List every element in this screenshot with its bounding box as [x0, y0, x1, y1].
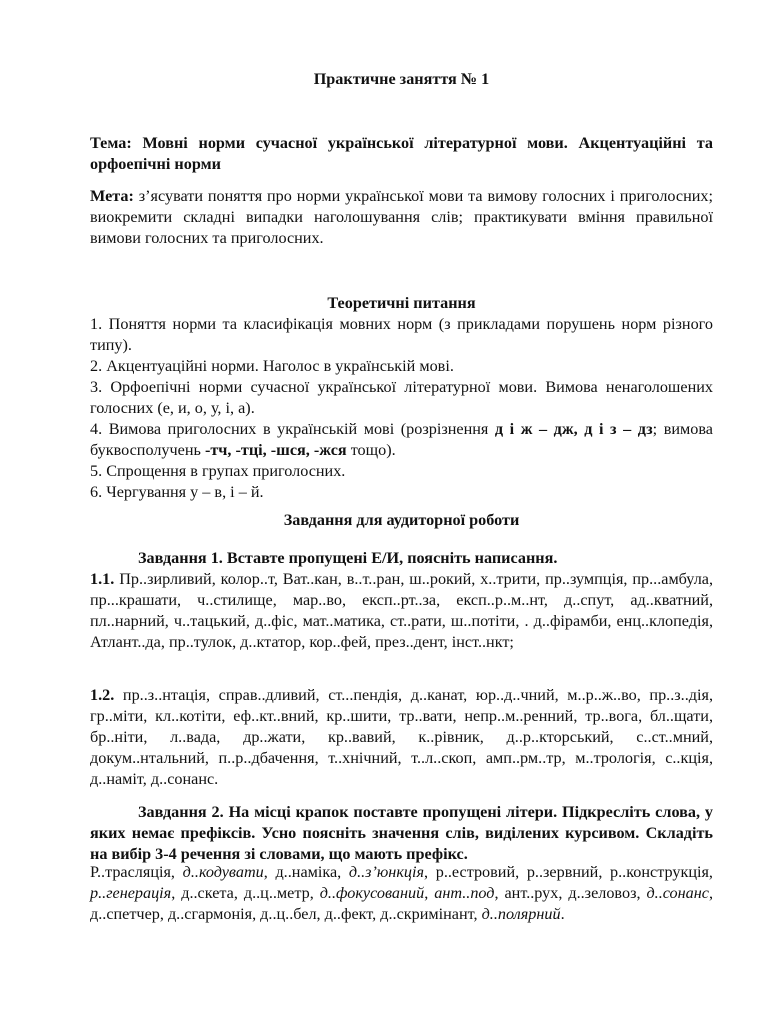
exercise-1-1-label: 1.1.: [90, 570, 115, 588]
theory-item-4-part: 4. Вимова приголосних в українській мові (розрізнення: [90, 420, 495, 438]
task2-title: Завдання 2. На місці крапок поставте пропущені літери. Підкресліть слова, у яких немає префіксів. Усно поясніть значення слів, виділених курсивом. Складіть на вибір 3-4 речення зі словами, що мають префікс.: [90, 803, 713, 863]
word: ,: [424, 884, 435, 902]
auditory-heading: Завдання для аудиторної роботи: [283, 511, 520, 529]
theory-list: [90, 314, 713, 503]
exercise-1-2: [90, 685, 713, 790]
goal-paragraph: [90, 186, 713, 249]
theory-item-3: 3. Орфоепічні норми сучасної української літературної мови. Вимова ненаголошених голосних (е, и, о, у, і, а).: [90, 378, 713, 417]
word: , ант..рух, д..зеловоз,: [494, 884, 647, 902]
word: , д..наміка,: [263, 863, 349, 881]
word-italic: д..полярний: [481, 905, 561, 923]
exercise-1-2-text: пр..з..нтація, справ..дливий, ст...пендія, д..канат, юр..д..чний, м..р..ж..во, пр..з..дія, гр..міти, кл..котіти, еф..кт..вний, кр..шити, тр..вати, непр..м..ренний, тр..вога, бл..щати, бр..ніти, л..вада, др..жати, кр..вавий, к..рівник, д..р..кторський, с..ст..мний, докум..нтальний, п..р..дбачення, т..хнічний, т..л..скоп, амп..рм..тр, м..трологія, с..кція, д..наміт, д..сонанс.: [90, 686, 713, 788]
task2-words: [90, 862, 713, 925]
theory-item-4: [90, 419, 713, 461]
page-title: Практичне заняття № 1: [313, 70, 490, 88]
word-italic: д..з’юнкція: [348, 863, 425, 881]
word-italic: д..фокусований: [319, 884, 425, 902]
task1-title: Завдання 1. Вставте пропущені Е/И, поясніть написання.: [138, 549, 558, 567]
goal-label: Мета:: [90, 187, 134, 205]
theory-item-1: 1. Поняття норми та класифікація мовних норм (з прикладами порушень норм різного типу).: [90, 315, 713, 354]
theory-item-5: 5. Спрощення в групах приголосних.: [90, 462, 346, 480]
exercise-1-1-text: Пр..зирливий, колор..т, Ват..кан, в..т..ран, ш..рокий, х..трити, пр..зумпція, пр...амбула, пр...крашати, ч..стилище, мар..во, експ..рт..за, експ..р..м..нт, д..спут, ад..кватний, пл..нарний, ч..тацький, д..фіс, мат..матика, ст..рати, ш..потіти, . д..фірамби, енц..клопедія, Атлант..да, пр..тулок, д..ктатор, кор..фей, през..дент, інст..нкт;: [90, 570, 713, 651]
theory-item-4-part: тощо).: [346, 441, 396, 459]
word-italic: д..кодувати: [182, 863, 264, 881]
word: , р..естровий, р..зервний, р..конструкція,: [424, 863, 713, 881]
word: , д..спетчер, д..сгармонія, д..ц..бел, д..фект, д..скримінант,: [90, 884, 713, 923]
topic-text: Мовні норми сучасної української літературної мови. Акцентуаційні та орфоепічні норми: [90, 134, 713, 173]
theory-item-2: 2. Акцентуаційні норми. Наголос в українській мові.: [90, 357, 454, 375]
theory-item-6: 6. Чергування у – в, і – й.: [90, 483, 264, 501]
goal-text: з’ясувати поняття про норми української мови та вимову голосних і приголосних; виокремити складні випадки наголошування слів; практикувати вміння правильної вимови голосних та приголосних.: [90, 187, 713, 247]
word: Р..трасляція,: [90, 863, 183, 881]
exercise-1-1: [90, 569, 713, 653]
word: .: [560, 905, 565, 923]
theory-item-4-bold: д і ж – дж, д і з – дз: [494, 420, 653, 438]
topic-label: Тема:: [90, 134, 132, 152]
topic-paragraph: [90, 133, 713, 175]
theory-item-4-bold: -тч, -тці, -шся, -жся: [204, 441, 347, 459]
exercise-1-2-label: 1.2.: [90, 686, 115, 704]
theory-item-4-part: ; вимова буквосполучень: [90, 420, 713, 459]
theory-heading: Теоретичні питання: [327, 294, 476, 312]
word-italic: д..сонанс: [646, 884, 709, 902]
word: , д..скета, д..ц..метр,: [171, 884, 320, 902]
word-italic: р..генерація: [90, 884, 172, 902]
word-italic: ант..под: [434, 884, 495, 902]
